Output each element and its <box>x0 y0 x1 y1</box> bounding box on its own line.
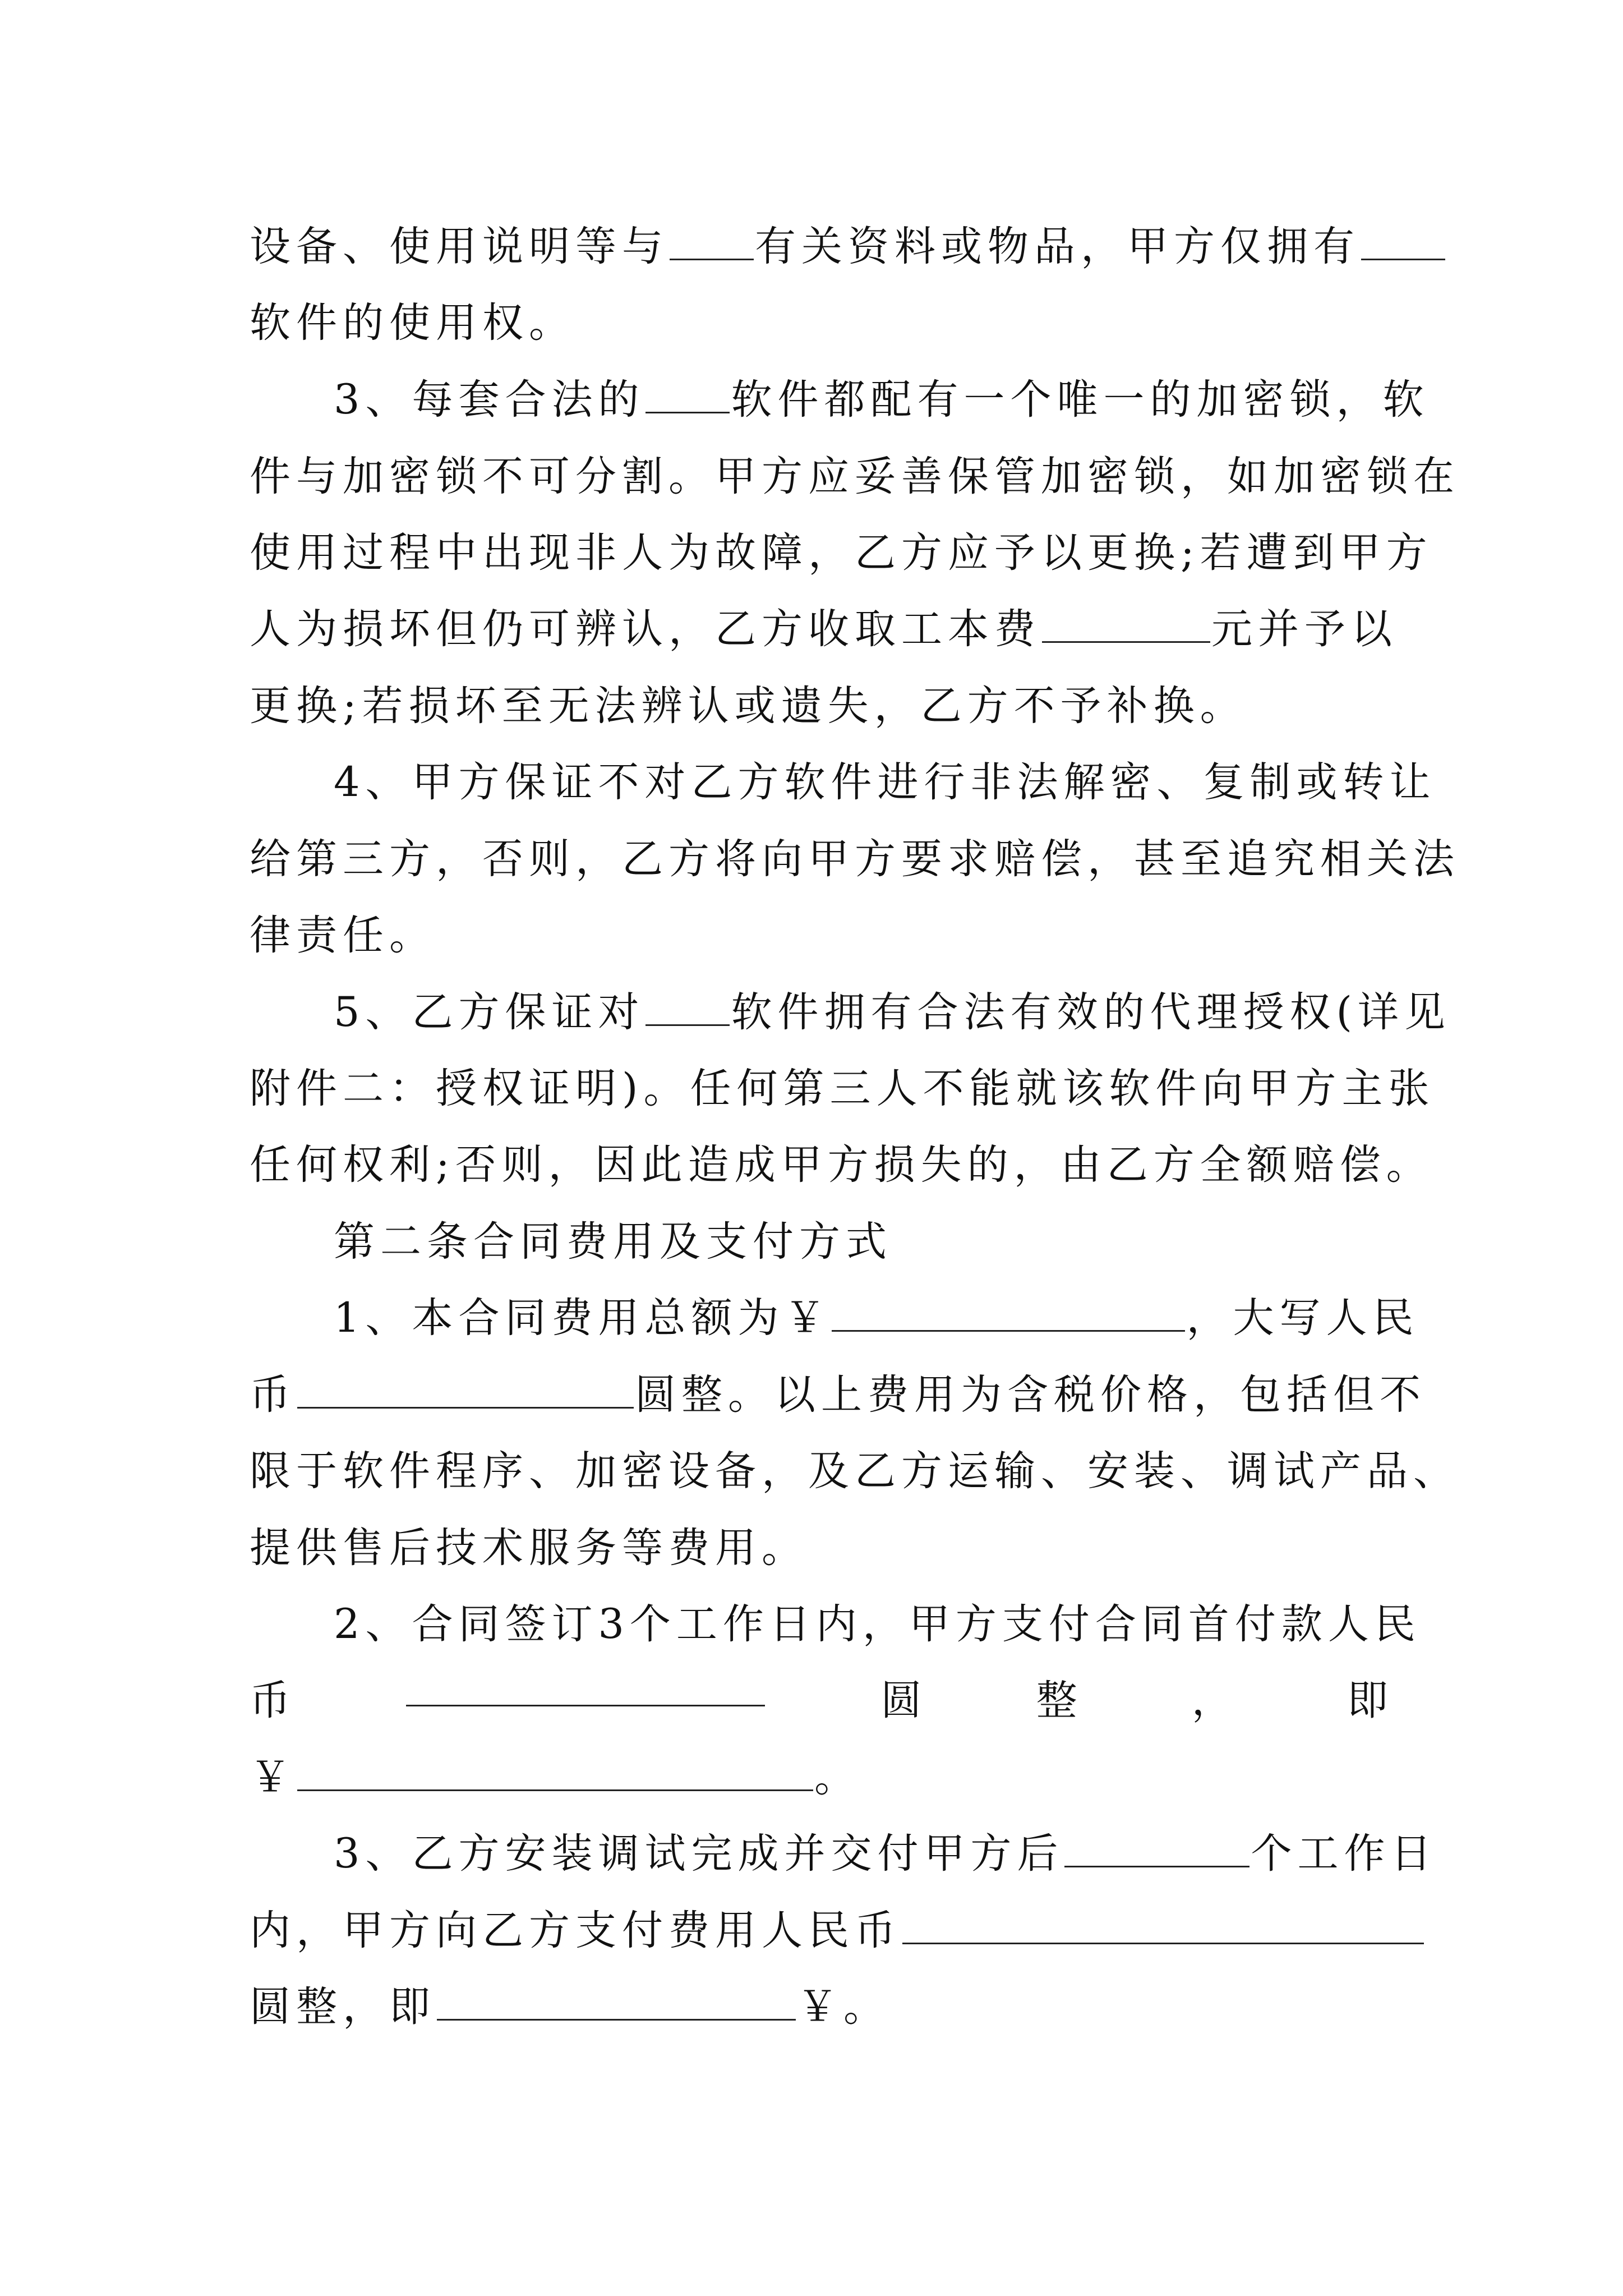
text-line <box>250 1747 1388 1809</box>
text-segment: 元并予以 <box>1211 605 1398 653</box>
text-line <box>250 1134 1433 1196</box>
text-segment: 提供售后技术服务等费用。 <box>250 1524 808 1572</box>
text-segment: 币 <box>250 1677 291 1724</box>
text-segment: 使用过程中出现非人为故障，乙方应予以更换;若遭到甲方 <box>250 529 1433 577</box>
text-segment: 限于软件程序、加密设备，及乙方运输、安装、调试产品、 <box>250 1447 1460 1495</box>
text-segment: 设备、使用说明等与 <box>250 223 668 270</box>
fill-in-blank <box>1042 606 1210 643</box>
paragraph-first-line <box>334 1287 1419 1349</box>
paragraph-first-line <box>334 1594 1421 1655</box>
text-segment: 币 <box>250 1371 296 1419</box>
text-segment: 1、本合同费用总额为￥ <box>334 1294 831 1342</box>
text-segment: 3、每套合法的 <box>334 376 645 424</box>
text-segment: 4、甲方保证不对乙方软件进行非法解密、复制或转让 <box>334 758 1436 806</box>
heading-text: 第二条合同费用及支付方式 <box>334 1218 892 1266</box>
text-segment: 附件二：授权证明)。任何第三人不能就该软件向甲方主张 <box>250 1065 1435 1112</box>
text-segment: 3、乙方安装调试完成并交付甲方后 <box>334 1830 1064 1878</box>
fill-in-blank <box>1064 1831 1249 1867</box>
text-segment: ￥ <box>250 1754 296 1801</box>
text-segment: 整 <box>1036 1677 1077 1724</box>
fill-in-blank <box>902 1908 1424 1944</box>
fill-in-blank <box>406 1670 765 1706</box>
paragraph-first-line <box>334 752 1436 813</box>
text-line <box>250 292 1388 354</box>
text-segment: ￥。 <box>797 1983 890 2031</box>
text-segment: 软件拥有合法有效的代理授权(详见 <box>731 988 1451 1036</box>
text-segment: 。 <box>814 1754 861 1801</box>
text-segment: 有关资料或物品，甲方仅拥有 <box>755 223 1360 270</box>
text-line <box>250 905 1388 967</box>
paragraph-first-line <box>334 369 1430 431</box>
text-line <box>250 1517 1388 1579</box>
text-line <box>250 1058 1435 1120</box>
section-heading <box>334 1211 1388 1273</box>
text-segment: 软件的使用权。 <box>250 299 575 347</box>
text-segment: 更换;若损坏至无法辨认或遗失，乙方不予补换。 <box>250 682 1247 730</box>
fill-in-blank <box>832 1295 1185 1332</box>
fill-in-blank <box>297 1372 634 1409</box>
text-segment: 个工作日 <box>1251 1830 1437 1878</box>
fill-in-blank <box>645 377 730 413</box>
text-segment: 2、合同签订3个工作日内，甲方支付合同首付款人民 <box>334 1600 1421 1648</box>
fill-in-blank <box>297 1755 813 1791</box>
paragraph-first-line <box>334 982 1451 1043</box>
text-segment: 5、乙方保证对 <box>334 988 645 1036</box>
text-line <box>250 675 1388 737</box>
text-line <box>250 446 1460 508</box>
text-segment: ， <box>1191 1677 1233 1724</box>
fill-in-blank <box>645 990 730 1026</box>
text-line <box>250 829 1460 890</box>
text-line <box>250 1976 1388 2038</box>
text-segment: 内，甲方向乙方支付费用人民币 <box>250 1907 901 1954</box>
fill-in-blank <box>670 224 754 260</box>
text-line <box>250 599 1398 660</box>
fill-in-blank <box>1361 224 1445 260</box>
text-line <box>250 1900 1388 1962</box>
text-segment: 软件都配有一个唯一的加密锁，软 <box>731 376 1430 424</box>
text-segment: 圆整，即 <box>250 1983 436 2031</box>
text-segment: ，大写人民 <box>1186 1294 1419 1342</box>
text-segment: 件与加密锁不可分割。甲方应妥善保管加密锁，如加密锁在 <box>250 453 1460 500</box>
fill-in-blank <box>437 1984 796 2021</box>
text-line <box>250 1364 1426 1426</box>
text-segment: 律责任。 <box>250 912 436 959</box>
text-segment: 给第三方，否则，乙方将向甲方要求赔偿，甚至追究相关法 <box>250 835 1460 883</box>
text-segment: 人为损坏但仍可辨认，乙方收取工本费 <box>250 605 1041 653</box>
text-line <box>250 1441 1460 1502</box>
text-segment: 任何权利;否则，因此造成甲方损失的，由乙方全额赔偿。 <box>250 1141 1433 1189</box>
paragraph-first-line <box>334 1823 1437 1885</box>
text-segment: 圆 <box>880 1677 922 1724</box>
text-line <box>250 522 1433 584</box>
justified-text-line <box>250 1670 1388 1732</box>
text-line <box>250 216 1388 278</box>
text-segment: 圆整。以上费用为含税价格，包括但不 <box>635 1371 1426 1419</box>
text-segment: 即 <box>1347 1677 1388 1724</box>
